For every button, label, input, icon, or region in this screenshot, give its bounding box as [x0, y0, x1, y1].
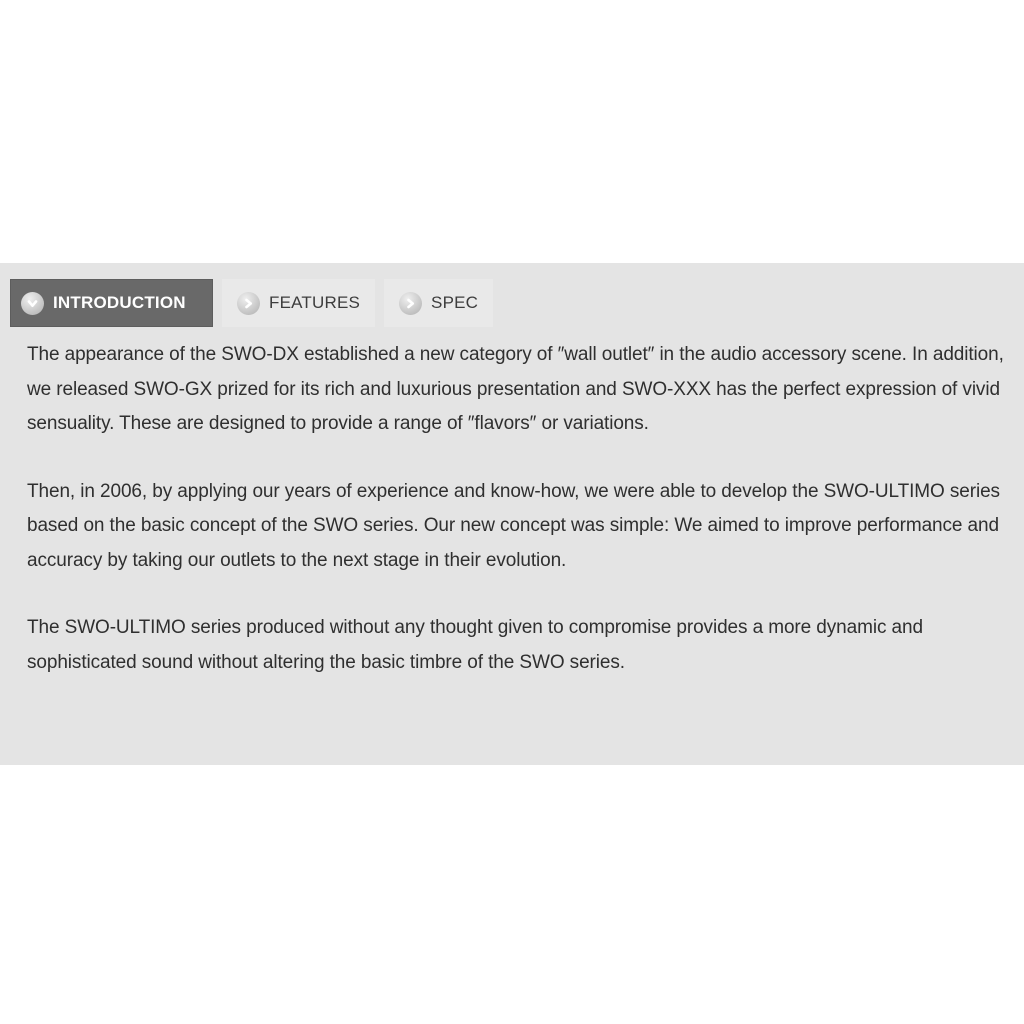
tab-features[interactable] — [222, 279, 375, 327]
tab-introduction[interactable] — [10, 279, 213, 327]
tab-features-label: FEATURES — [269, 293, 361, 312]
chevron-right-circle-icon — [237, 292, 260, 315]
introduction-paragraph-1: The appearance of the SWO-DX established a new category of ″wall outlet″ in the audio accessory scene. In addition, we released SWO-GX prized for its rich and luxurious presentation and SWO-XXX has the perfect expression of vivid sensuality. These are designed to provide a range of ″flavors″ or variations. — [27, 344, 1004, 434]
tab-spec-label: SPEC — [431, 293, 479, 312]
chevron-right-circle-icon — [399, 292, 422, 315]
tab-bar — [10, 279, 1024, 327]
introduction-paragraph-2: Then, in 2006, by applying our years of experience and know-how, we were able to develop the SWO-ULTIMO series based on the basic concept of the SWO series. Our new concept was simple: We aimed to improve performance and accuracy by taking our outlets to the next stage in their evolution. — [27, 480, 1000, 571]
tab-spec[interactable] — [384, 279, 493, 327]
introduction-text — [27, 338, 1004, 680]
introduction-paragraph-3: The SWO-ULTIMO series produced without any thought given to compromise provides a more dynamic and sophisticated sound without altering the basic timbre of the SWO series. — [27, 617, 923, 673]
tab-introduction-label: INTRODUCTION — [53, 293, 186, 312]
chevron-down-circle-icon — [21, 292, 44, 315]
product-info-panel — [0, 263, 1024, 765]
